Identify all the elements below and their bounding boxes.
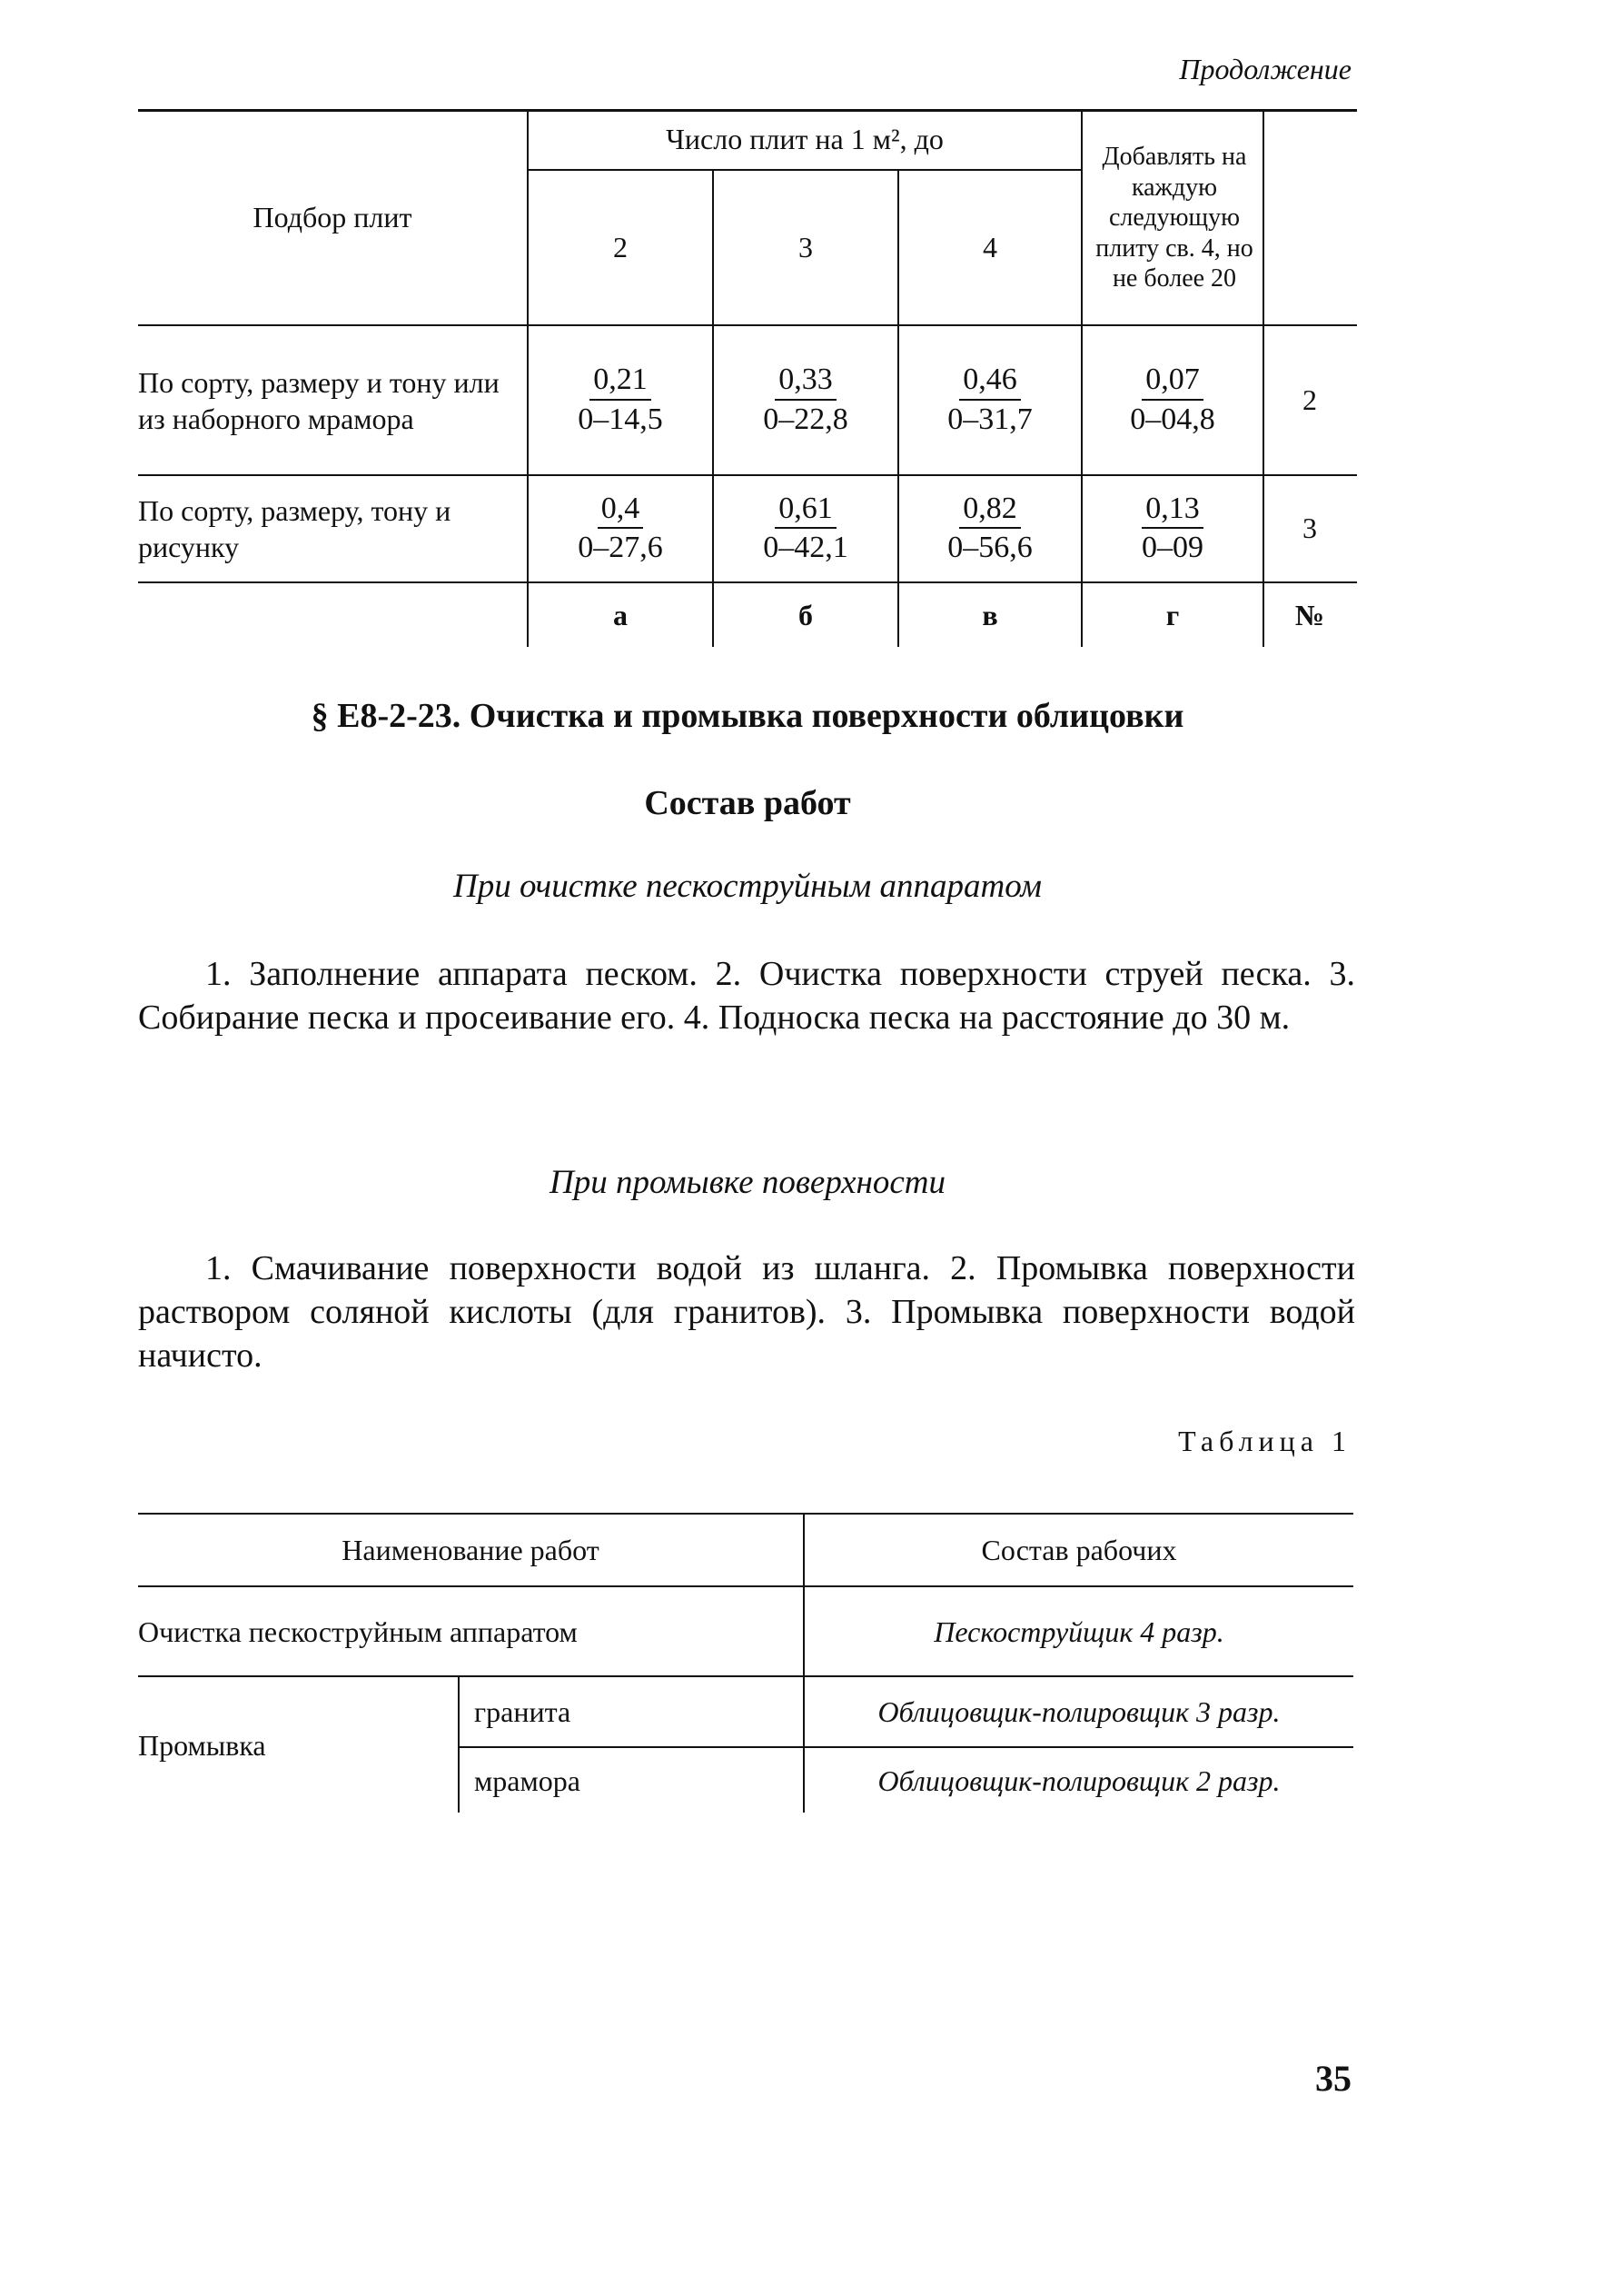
value-denominator: 0–56,6 xyxy=(947,531,1033,564)
row-wash-label: Промывка xyxy=(138,1728,266,1762)
value-denominator: 0–42,1 xyxy=(763,531,848,564)
row-sandblast-worker: Пескоструйщик 4 разр. xyxy=(934,1614,1224,1648)
column-letter-c: в xyxy=(982,599,998,631)
cell-c xyxy=(899,324,1081,474)
cell-b xyxy=(714,324,897,474)
continuation-label: Продолжение xyxy=(1179,53,1352,85)
row-number: 2 xyxy=(1302,382,1317,416)
header-col-3: 3 xyxy=(798,230,813,263)
row-label: По сорту, размеру, тону и рисунку xyxy=(138,494,451,563)
header-work-name: Наименование работ xyxy=(342,1534,599,1566)
paragraph-sandblast: 1. Заполнение аппарата песком. 2. Очистка поверхности струей песка. 3. Собирание песка и просеивание его. 4. Подноска песка на расстояние до 30 м. xyxy=(138,955,1355,1037)
row-granite-worker: Облицовщик-полировщик 3 разр. xyxy=(877,1695,1281,1728)
cell-a xyxy=(529,324,712,474)
value-denominator: 0–09 xyxy=(1142,531,1203,564)
value-denominator: 0–27,6 xyxy=(578,531,663,564)
value-numerator: 0,4 xyxy=(598,492,644,529)
row-sandblast-work: Очистка пескоструйным аппаратом xyxy=(138,1614,578,1648)
row-number: 3 xyxy=(1302,512,1317,544)
column-letter-d: г xyxy=(1165,599,1180,631)
value-denominator: 0–14,5 xyxy=(578,402,663,436)
value-numerator: 0,33 xyxy=(775,363,837,400)
header-col-4: 4 xyxy=(983,230,997,263)
row-label: По сорту, размеру и тону или из наборного мрамора xyxy=(138,366,500,435)
column-letter-a: а xyxy=(613,599,628,631)
value-numerator: 0,61 xyxy=(775,492,837,529)
value-numerator: 0,21 xyxy=(589,363,651,400)
cell-b xyxy=(714,474,897,581)
value-numerator: 0,82 xyxy=(959,492,1021,529)
row-marble-worker: Облицовщик-полировщик 2 разр. xyxy=(877,1763,1281,1797)
row-marble: мрамора xyxy=(474,1763,580,1797)
value-denominator: 0–31,7 xyxy=(947,402,1033,436)
table1-vline xyxy=(458,1675,460,1813)
cell-d xyxy=(1083,324,1263,474)
cell-d xyxy=(1083,474,1263,581)
subsection-sandblast: При очистке пескоструйным аппаратом xyxy=(453,868,1042,905)
cell-a xyxy=(529,474,712,581)
page-number: 35 xyxy=(1315,2058,1352,2099)
header-selection: Подбор плит xyxy=(253,200,412,233)
paragraph-wash: 1. Смачивание поверхности водой из шланга. 2. Промывка поверхности раствором соляной кислоты (для гранитов). 3. Промывка поверхности водой начисто. xyxy=(138,1249,1355,1375)
cell-c xyxy=(899,474,1081,581)
header-col-2: 2 xyxy=(613,230,628,263)
column-letter-b: б xyxy=(798,599,813,631)
value-numerator: 0,13 xyxy=(1142,492,1203,529)
value-numerator: 0,07 xyxy=(1142,363,1203,400)
section-title: § Е8-2-23. Очистка и промывка поверхности облицовки xyxy=(311,697,1184,735)
table1-caption: Таблица 1 xyxy=(1178,1425,1352,1457)
header-group-count: Число плит на 1 м², до xyxy=(666,123,944,155)
column-letter-no: № xyxy=(1294,599,1325,631)
value-denominator: 0–04,8 xyxy=(1130,402,1215,436)
header-col-add: Добавлять на каждую следующую плиту св. 4, но не более 20 xyxy=(1095,143,1253,293)
composition-title: Состав работ xyxy=(644,784,851,822)
subsection-wash: При промывке поверхности xyxy=(549,1164,946,1201)
value-denominator: 0–22,8 xyxy=(763,402,848,436)
row-granite: гранита xyxy=(474,1695,571,1728)
value-numerator: 0,46 xyxy=(959,363,1021,400)
header-workers: Состав рабочих xyxy=(981,1534,1177,1566)
